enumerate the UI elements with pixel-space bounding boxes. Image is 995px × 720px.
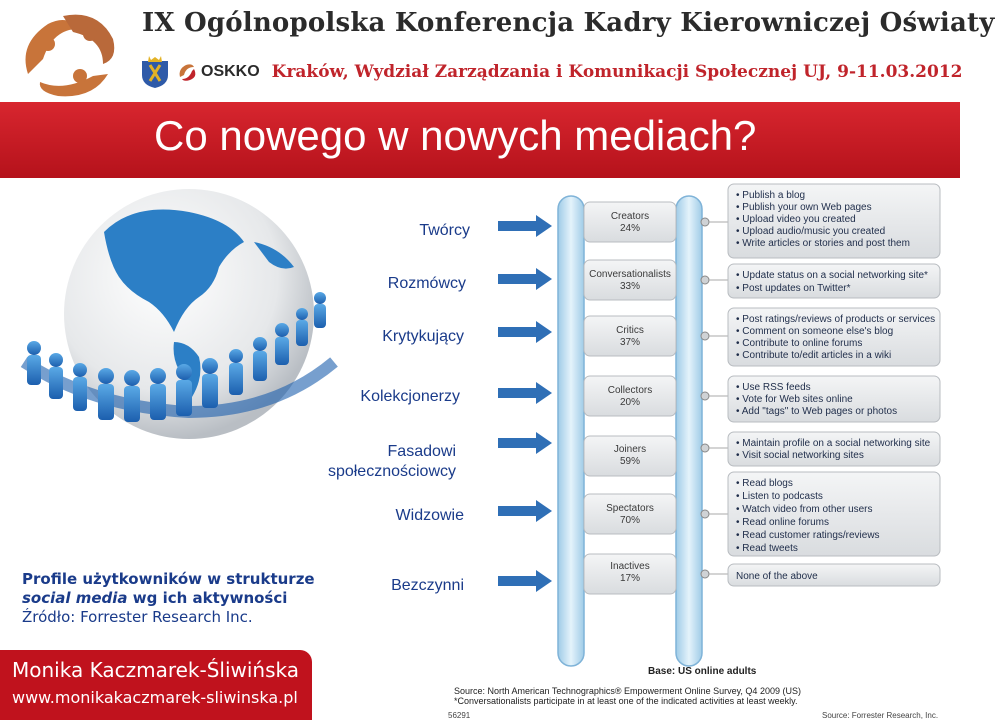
caption-line2 <box>22 589 315 608</box>
rung-item: • Visit social networking sites <box>736 450 864 461</box>
rung-item: • Comment on someone else's blog <box>736 326 894 337</box>
author-website-link[interactable]: www.monikakaczmarek-sliwinska.pl <box>12 688 298 707</box>
rung-name: Inactives <box>610 561 650 572</box>
oskko-text: OSKKO <box>201 63 260 80</box>
rung-item: • Watch video from other users <box>736 504 873 515</box>
conference-logo <box>8 4 126 100</box>
arrow-icon <box>498 215 552 237</box>
rung-item: • Publish a blog <box>736 190 806 201</box>
author-name: Monika Kaczmarek-Śliwińska <box>12 658 300 682</box>
rung-item: • Read blogs <box>736 478 793 489</box>
rung-name: Critics <box>616 325 644 336</box>
rung-item: • Read customer ratings/reviews <box>736 530 880 541</box>
rung-item: • Update status on a social networking site* <box>736 270 928 281</box>
ladder-source: Source: North American Technographics® Empowerment Online Survey, Q4 2009 (US) <box>454 686 801 696</box>
ladder-base: Base: US online adults <box>648 666 757 677</box>
ladder-credit: Source: Forrester Research, Inc. <box>822 711 939 720</box>
arrow-icon <box>498 321 552 343</box>
rung-pct: 33% <box>619 281 641 292</box>
rung-name: Conversationalists <box>589 269 671 280</box>
rung-pct: 59% <box>619 456 641 467</box>
rung-name: Creators <box>610 211 650 222</box>
ladder-code: 56291 <box>448 711 471 720</box>
rung-item: • Maintain profile on a social networking site <box>736 438 931 449</box>
rung-pct: 20% <box>619 397 641 408</box>
caption-rest: wg ich aktywności <box>127 589 288 607</box>
rung-item: • Post ratings/reviews of products or services <box>736 314 936 325</box>
rung-item: • Contribute to online forums <box>736 338 863 349</box>
conference-subtitle: Kraków, Wydział Zarządzania i Komunikacji Społecznej UJ, 9-11.03.2012 <box>271 62 963 82</box>
oskko-logo-icon <box>176 61 198 83</box>
globe-people-illustration <box>14 192 344 442</box>
rung-name: Joiners <box>613 444 647 455</box>
rung-item: • Listen to podcasts <box>736 491 823 502</box>
arrow-icon <box>498 570 552 592</box>
ladder-note: *Conversationalists participate in at least one of the indicated activities at least weekly. <box>454 696 798 706</box>
rung-item: • Write articles or stories and post them <box>736 238 910 249</box>
arrow-icon <box>498 382 552 404</box>
rung-item: • Upload video you created <box>736 214 856 225</box>
header-subrow <box>140 54 962 90</box>
author-box <box>0 650 312 720</box>
rung-item: None of the above <box>736 571 818 582</box>
arrow-icon <box>498 432 552 454</box>
slide-caption <box>22 570 315 627</box>
rung-item: • Read online forums <box>736 517 829 528</box>
rung-name: Collectors <box>607 385 653 396</box>
rung-name: Spectators <box>606 503 654 514</box>
caption-source: Źródło: Forrester Research Inc. <box>22 608 253 626</box>
label-widzowie: Widzowie <box>395 507 464 524</box>
technographics-ladder <box>448 182 960 720</box>
arrow-icon <box>498 268 552 290</box>
rung-item: • Vote for Web sites online <box>736 394 853 405</box>
rung-pct: 17% <box>619 573 641 584</box>
conference-title: IX Ogólnopolska Konferencja Kadry Kierowniczej Oświaty <box>142 8 995 38</box>
label-tworcy: Twórcy <box>419 222 470 239</box>
rung-item: • Contribute to/edit articles in a wiki <box>736 350 892 361</box>
rung-pct: 70% <box>619 515 641 526</box>
rung-pct: 24% <box>619 223 641 234</box>
caption-italic: social media <box>22 589 128 607</box>
slide-title: Co nowego w nowych mediach? <box>154 112 757 159</box>
rung-item: • Upload audio/music you created <box>736 226 886 237</box>
caption-line1: Profile użytkowników w strukturze <box>22 570 315 588</box>
oskko-logo <box>176 61 260 83</box>
rung-item: • Publish your own Web pages <box>736 202 872 213</box>
rung-item: • Use RSS feeds <box>736 382 811 393</box>
label-rozmowcy: Rozmówcy <box>387 275 466 292</box>
label-krytykujacy: Krytykujący <box>382 328 464 345</box>
label-bezczynni: Bezczynni <box>391 577 464 594</box>
rung-item: • Read tweets <box>736 543 798 554</box>
rung-pct: 37% <box>619 337 641 348</box>
rung-item: • Post updates on Twitter* <box>736 283 851 294</box>
label-kolekcjonerzy: Kolekcjonerzy <box>360 388 460 405</box>
label-fasadowi: Fasadowi społecznościowcy <box>327 443 456 480</box>
arrow-icon <box>498 500 552 522</box>
rung-item: • Add "tags" to Web pages or photos <box>736 406 898 417</box>
krakow-crest-icon <box>140 55 170 89</box>
